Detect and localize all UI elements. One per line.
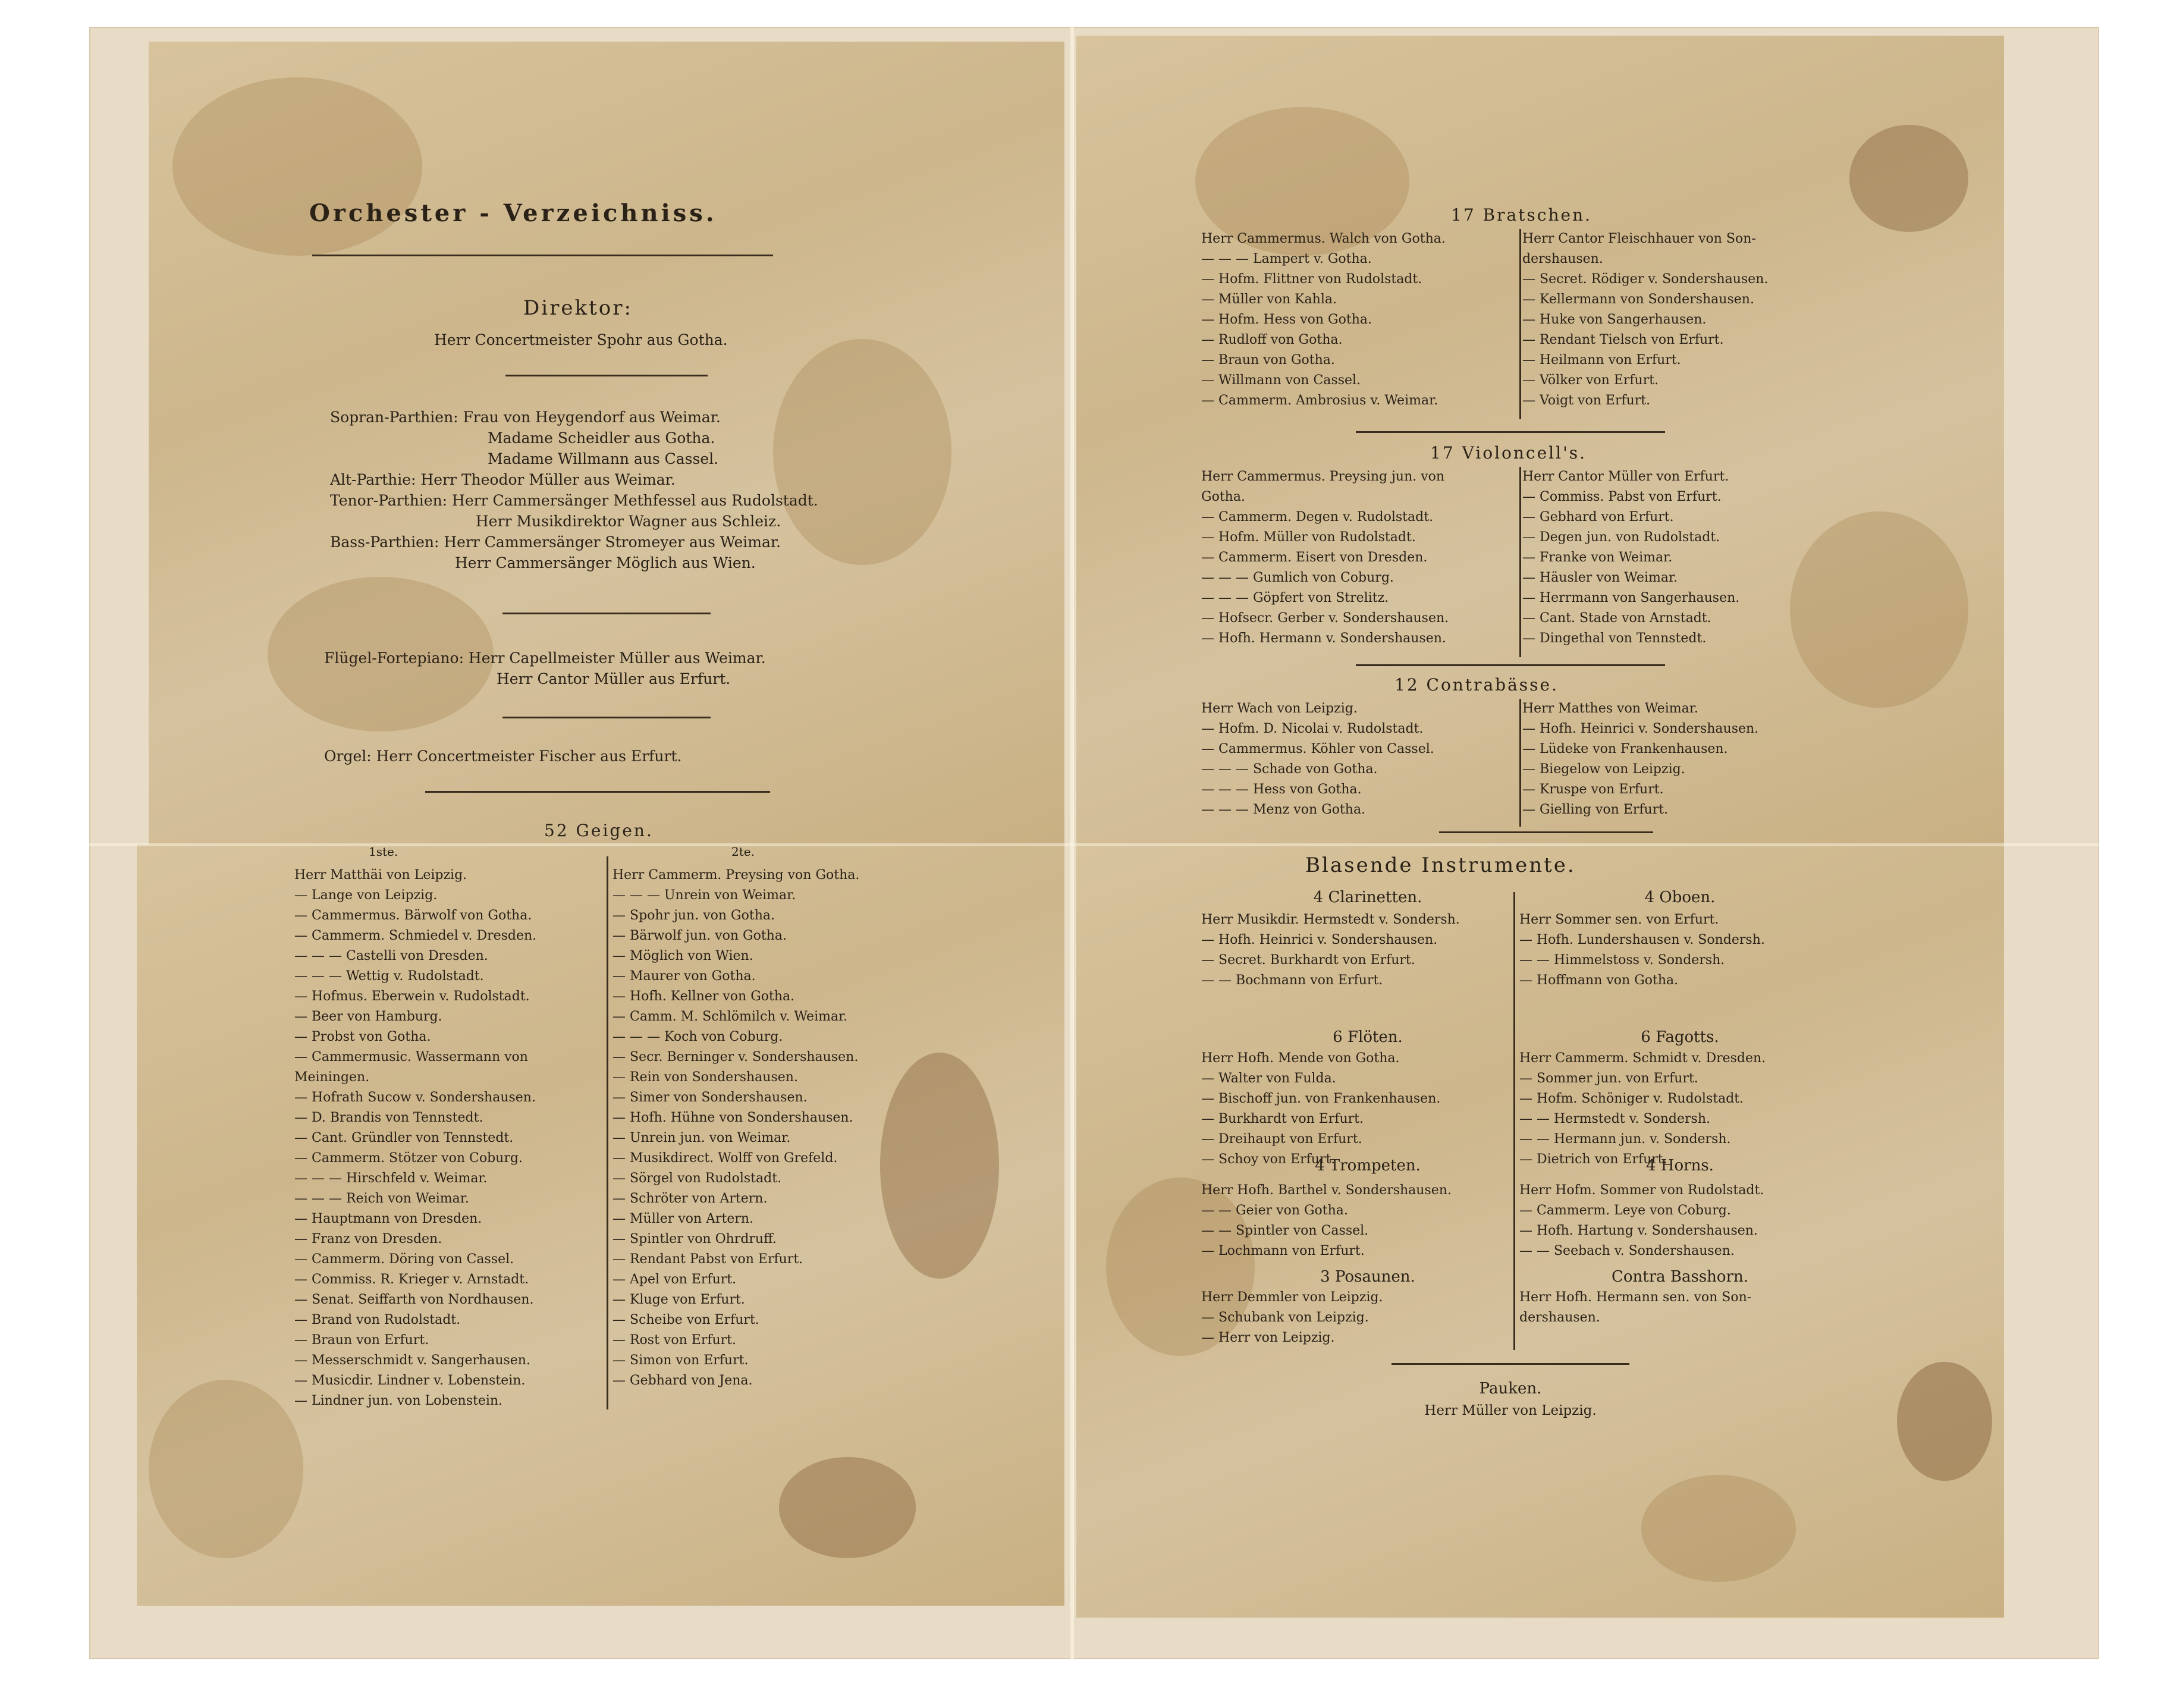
list-entry: — Hofm. Schöniger v. Rudolstadt. <box>1519 1091 1744 1106</box>
list-entry: — — Bochmann von Erfurt. <box>1201 973 1383 988</box>
list-entry: — Cant. Stade von Arnstadt. <box>1522 611 1711 626</box>
list-entry: — Hofmus. Eberwein v. Rudolstadt. <box>294 989 530 1004</box>
violas-left-list <box>1201 229 1446 411</box>
list-entry: — Cammerm. Schmiedel v. Dresden. <box>294 928 537 943</box>
list-entry: — Cammerm. Eisert von Dresden. <box>1201 550 1428 565</box>
list-entry: — Burkhardt von Erfurt. <box>1201 1112 1364 1126</box>
flutes-heading: 6 Flöten. <box>1333 1028 1403 1046</box>
list-entry: — Biegelow von Leipzig. <box>1522 762 1685 777</box>
list-entry: — Cant. Gründler von Tennstedt. <box>294 1131 514 1145</box>
list-entry: — Lange von Leipzig. <box>294 888 438 903</box>
organ-line: Orgel: Herr Concertmeister Fischer aus Erfurt. <box>324 748 682 765</box>
list-entry: — Völker von Erfurt. <box>1522 373 1659 388</box>
soloist-line: Madame Scheidler aus Gotha. <box>488 429 715 447</box>
list-entry: — — — Menz von Gotha. <box>1201 802 1366 817</box>
list-entry: dershausen. <box>1519 1310 1600 1325</box>
clarinets-list <box>1201 910 1460 991</box>
list-entry: Herr Hofh. Hermann sen. von Son- <box>1519 1290 1752 1305</box>
oboes-heading: 4 Oboen. <box>1644 888 1716 906</box>
director-name: Herr Concertmeister Spohr aus Gotha. <box>434 331 728 348</box>
list-entry: Herr Sommer sen. von Erfurt. <box>1519 912 1719 927</box>
list-entry: — Hofm. Flittner von Rudolstadt. <box>1201 272 1422 287</box>
list-entry: — Cammerm. Döring von Cassel. <box>294 1252 514 1267</box>
list-entry: — Spintler von Ohrdruff. <box>613 1232 777 1247</box>
list-entry: — Bärwolf jun. von Gotha. <box>613 928 787 943</box>
list-entry: — Hofh. Heinrici v. Sondershausen. <box>1522 721 1759 736</box>
list-entry: — Hofh. Hühne von Sondershausen. <box>613 1110 853 1125</box>
list-entry: — Hauptmann von Dresden. <box>294 1211 482 1226</box>
list-entry: — — — Schade von Gotha. <box>1201 762 1378 777</box>
list-entry: — Spohr jun. von Gotha. <box>613 908 775 923</box>
timpani-name: Herr Müller von Leipzig. <box>1424 1403 1597 1418</box>
soloist-line: Bass-Parthien: Herr Cammersänger Stromeyer aus Weimar. <box>330 533 781 551</box>
soloist-line: Herr Cammersänger Möglich aus Wien. <box>455 554 756 572</box>
list-entry: — Commiss. Pabst von Erfurt. <box>1522 489 1722 504</box>
list-entry: Herr Cantor Müller von Erfurt. <box>1522 469 1729 484</box>
list-entry: — Cammerm. Degen v. Rudolstadt. <box>1201 510 1434 525</box>
list-entry: — Rendant Pabst von Erfurt. <box>613 1252 803 1267</box>
list-entry: — Voigt von Erfurt. <box>1522 393 1651 408</box>
list-entry: — Musikdirect. Wolff von Grefeld. <box>613 1151 838 1166</box>
list-entry: — Hofh. Kellner von Gotha. <box>613 989 795 1004</box>
list-entry: — Degen jun. von Rudolstadt. <box>1522 530 1720 545</box>
list-entry: — Sörgel von Rudolstadt. <box>613 1171 782 1186</box>
list-entry: — — — Hess von Gotha. <box>1201 782 1362 797</box>
list-entry: Herr Hofh. Barthel v. Sondershausen. <box>1201 1183 1452 1198</box>
list-entry: — Kellermann von Sondershausen. <box>1522 292 1754 307</box>
list-entry: — Herr von Leipzig. <box>1201 1330 1335 1345</box>
list-entry: — Rost von Erfurt. <box>613 1333 737 1348</box>
list-entry: Herr Demmler von Leipzig. <box>1201 1290 1383 1305</box>
list-entry: — Dietrich von Erfurt. <box>1519 1152 1667 1167</box>
list-entry: — Cammerm. Ambrosius v. Weimar. <box>1201 393 1438 408</box>
list-entry: — — Hermstedt v. Sondersh. <box>1519 1112 1710 1126</box>
list-entry: — Cammerm. Stötzer von Coburg. <box>294 1151 523 1166</box>
list-entry: — Messerschmidt v. Sangerhausen. <box>294 1353 530 1368</box>
list-entry: — Herrmann von Sangerhausen. <box>1522 591 1740 605</box>
flutes-list <box>1201 1048 1440 1170</box>
list-entry: — Müller von Kahla. <box>1201 292 1337 307</box>
list-entry: — Möglich von Wien. <box>613 949 753 963</box>
list-entry: — Simon von Erfurt. <box>613 1353 749 1368</box>
cellos-heading: 17 Violoncell's. <box>1430 443 1587 463</box>
list-entry: Meiningen. <box>294 1070 370 1085</box>
page-panel-bottom-left <box>137 844 1064 1606</box>
list-entry: — Brand von Rudolstadt. <box>294 1313 461 1327</box>
list-entry: — Dingethal von Tennstedt. <box>1522 631 1707 646</box>
list-entry: — Sommer jun. von Erfurt. <box>1519 1071 1698 1086</box>
list-entry: — Heilmann von Erfurt. <box>1522 353 1681 368</box>
list-entry: — — Seebach v. Sondershausen. <box>1519 1244 1735 1258</box>
list-entry: — Dreihaupt von Erfurt. <box>1201 1132 1362 1147</box>
list-entry: — Hofh. Hartung v. Sondershausen. <box>1519 1223 1758 1238</box>
list-entry: Herr Matthäi von Leipzig. <box>294 868 467 883</box>
list-entry: — Hofm. Hess von Gotha. <box>1201 312 1372 327</box>
list-entry: Herr Cantor Fleischhauer von Son- <box>1522 231 1756 246</box>
list-entry: — Commiss. R. Krieger v. Arnstadt. <box>294 1272 529 1287</box>
list-entry: — — — Castelli von Dresden. <box>294 949 488 963</box>
list-entry: — — — Koch von Coburg. <box>613 1029 783 1044</box>
list-entry: — Secret. Rödiger v. Sondershausen. <box>1522 272 1769 287</box>
list-entry: — Franke von Weimar. <box>1522 550 1673 565</box>
bassoons-heading: 6 Fagotts. <box>1641 1028 1719 1046</box>
oboes-list <box>1519 910 1765 991</box>
list-entry: Herr Cammerm. Schmidt v. Dresden. <box>1519 1051 1766 1066</box>
piano-line: Flügel-Fortepiano: Herr Capellmeister Müller aus Weimar. <box>324 649 766 667</box>
list-entry: — Müller von Artern. <box>613 1211 754 1226</box>
list-entry: — Willmann von Cassel. <box>1201 373 1361 388</box>
list-entry: Herr Hofh. Mende von Gotha. <box>1201 1051 1400 1066</box>
soloist-line: Sopran-Parthien: Frau von Heygendorf aus Weimar. <box>330 409 721 426</box>
list-entry: — Häusler von Weimar. <box>1522 570 1678 585</box>
basses-left-list <box>1201 699 1434 820</box>
list-entry: Herr Cammermus. Preysing jun. von <box>1201 469 1445 484</box>
list-entry: — Rendant Tielsch von Erfurt. <box>1522 332 1724 347</box>
list-entry: — Schröter von Artern. <box>613 1191 768 1206</box>
list-entry: — Camm. M. Schlömilch v. Weimar. <box>613 1009 848 1024</box>
list-entry: Herr Cammerm. Preysing von Gotha. <box>613 868 860 883</box>
list-entry: — Probst von Gotha. <box>294 1029 431 1044</box>
trombones-list <box>1201 1288 1383 1348</box>
soloist-line: Tenor-Parthien: Herr Cammersänger Methfessel aus Rudolstadt. <box>330 492 818 509</box>
bassoons-list <box>1519 1048 1766 1170</box>
trumpets-heading: 4 Trompeten. <box>1315 1157 1421 1175</box>
list-entry: Herr Musikdir. Hermstedt v. Sondersh. <box>1201 912 1460 927</box>
list-entry: — Apel von Erfurt. <box>613 1272 737 1287</box>
list-entry: — — — Lampert v. Gotha. <box>1201 252 1372 266</box>
list-entry: — Hofh. Lundershausen v. Sondersh. <box>1519 933 1765 947</box>
list-entry: — Hofrath Sucow v. Sondershausen. <box>294 1090 536 1105</box>
list-entry: Herr Matthes von Weimar. <box>1522 701 1698 716</box>
basses-heading: 12 Contrabässe. <box>1394 675 1559 695</box>
list-entry: — Gielling von Erfurt. <box>1522 802 1669 817</box>
list-entry: — Gebhard von Jena. <box>613 1373 753 1388</box>
list-entry: — Hofm. D. Nicolai v. Rudolstadt. <box>1201 721 1424 736</box>
violins-heading: 52 Geigen. <box>544 821 654 840</box>
list-entry: — Cammermusic. Wassermann von <box>294 1050 528 1065</box>
list-entry: — — — Reich von Weimar. <box>294 1191 469 1206</box>
clarinets-heading: 4 Clarinetten. <box>1313 888 1422 906</box>
list-entry: — — Hermann jun. v. Sondersh. <box>1519 1132 1731 1147</box>
list-entry: — Scheibe von Erfurt. <box>613 1313 759 1327</box>
list-entry: — — Himmelstoss v. Sondersh. <box>1519 953 1725 968</box>
soloist-line: Madame Willmann aus Cassel. <box>488 450 719 467</box>
contra-basshorn-heading: Contra Basshorn. <box>1611 1268 1749 1286</box>
list-entry: — D. Brandis von Tennstedt. <box>294 1110 483 1125</box>
list-entry: — Beer von Hamburg. <box>294 1009 442 1024</box>
list-entry: — Secret. Burkhardt von Erfurt. <box>1201 953 1415 968</box>
winds-heading: Blasende Instrumente. <box>1305 853 1576 877</box>
list-entry: — Unrein jun. von Weimar. <box>613 1131 791 1145</box>
list-entry: — — — Hirschfeld v. Weimar. <box>294 1171 488 1186</box>
list-entry: — Schubank von Leipzig. <box>1201 1310 1369 1325</box>
page-title: Orchester - Verzeichniss. <box>309 199 717 227</box>
list-entry: Herr Wach von Leipzig. <box>1201 701 1358 716</box>
contra-basshorn-list <box>1519 1288 1751 1328</box>
list-entry: — — — Unrein von Weimar. <box>613 888 796 903</box>
list-entry: — — — Gumlich von Coburg. <box>1201 570 1394 585</box>
list-entry: — Gebhard von Erfurt. <box>1522 510 1674 525</box>
violins-col1-head: 1ste. <box>369 844 398 859</box>
list-entry: dershausen. <box>1522 252 1603 266</box>
violins-second-list <box>613 865 859 1391</box>
soloist-line: Herr Musikdirektor Wagner aus Schleiz. <box>476 513 781 530</box>
list-entry: — Senat. Seiffarth von Nordhausen. <box>294 1292 534 1307</box>
list-entry: — — — Wettig v. Rudolstadt. <box>294 969 484 984</box>
list-entry: — Huke von Sangerhausen. <box>1522 312 1707 327</box>
timpani-heading: Pauken. <box>1479 1380 1542 1398</box>
list-entry: — Hofsecr. Gerber v. Sondershausen. <box>1201 611 1449 626</box>
cellos-right-list <box>1522 467 1739 649</box>
violins-first-list <box>294 865 536 1411</box>
list-entry: — Braun von Erfurt. <box>294 1333 429 1348</box>
list-entry: — Hofh. Heinrici v. Sondershausen. <box>1201 933 1438 947</box>
list-entry: — Kruspe von Erfurt. <box>1522 782 1664 797</box>
violas-right-list <box>1522 229 1768 411</box>
list-entry: Herr Hofm. Sommer von Rudolstadt. <box>1519 1183 1764 1198</box>
list-entry: — Cammermus. Bärwolf von Gotha. <box>294 908 532 923</box>
list-entry: — — Geier von Gotha. <box>1201 1203 1348 1218</box>
list-entry: — Simer von Sondershausen. <box>613 1090 808 1105</box>
basses-right-list <box>1522 699 1758 820</box>
list-entry: — Lindner jun. von Lobenstein. <box>294 1393 503 1408</box>
list-entry: — Lochmann von Erfurt. <box>1201 1244 1365 1258</box>
list-entry: — Hofh. Hermann v. Sondershausen. <box>1201 631 1446 646</box>
list-entry: — Lüdeke von Frankenhausen. <box>1522 742 1728 756</box>
list-entry: — — — Göpfert von Strelitz. <box>1201 591 1389 605</box>
list-entry: — — Spintler von Cassel. <box>1201 1223 1369 1238</box>
horns-heading: 4 Horns. <box>1646 1157 1714 1175</box>
director-heading: Direktor: <box>523 296 633 320</box>
trombones-heading: 3 Posaunen. <box>1320 1268 1415 1286</box>
violins-col2-head: 2te. <box>731 844 755 859</box>
list-entry: — Franz von Dresden. <box>294 1232 442 1247</box>
list-entry: — Braun von Gotha. <box>1201 353 1335 368</box>
list-entry: — Cammermus. Köhler von Cassel. <box>1201 742 1434 756</box>
list-entry: — Rudloff von Gotha. <box>1201 332 1343 347</box>
piano-line: Herr Cantor Müller aus Erfurt. <box>497 670 731 687</box>
list-entry: — Rein von Sondershausen. <box>613 1070 798 1085</box>
list-entry: — Hofm. Müller von Rudolstadt. <box>1201 530 1416 545</box>
soloist-line: Alt-Parthie: Herr Theodor Müller aus Weimar. <box>330 471 676 488</box>
list-entry: Herr Cammermus. Walch von Gotha. <box>1201 231 1446 246</box>
list-entry: Gotha. <box>1201 489 1245 504</box>
list-entry: — Musicdir. Lindner v. Lobenstein. <box>294 1373 526 1388</box>
list-entry: — Cammerm. Leye von Coburg. <box>1519 1203 1731 1218</box>
trumpets-list <box>1201 1180 1452 1261</box>
list-entry: — Bischoff jun. von Frankenhausen. <box>1201 1091 1441 1106</box>
list-entry: — Schoy von Erfurt. <box>1201 1152 1336 1167</box>
list-entry: — Hoffmann von Gotha. <box>1519 973 1679 988</box>
list-entry: — Kluge von Erfurt. <box>613 1292 745 1307</box>
list-entry: — Maurer von Gotha. <box>613 969 756 984</box>
cellos-left-list <box>1201 467 1449 649</box>
list-entry: — Walter von Fulda. <box>1201 1071 1336 1086</box>
list-entry: — Secr. Berninger v. Sondershausen. <box>613 1050 859 1065</box>
violas-heading: 17 Bratschen. <box>1451 205 1593 225</box>
horns-list <box>1519 1180 1764 1261</box>
